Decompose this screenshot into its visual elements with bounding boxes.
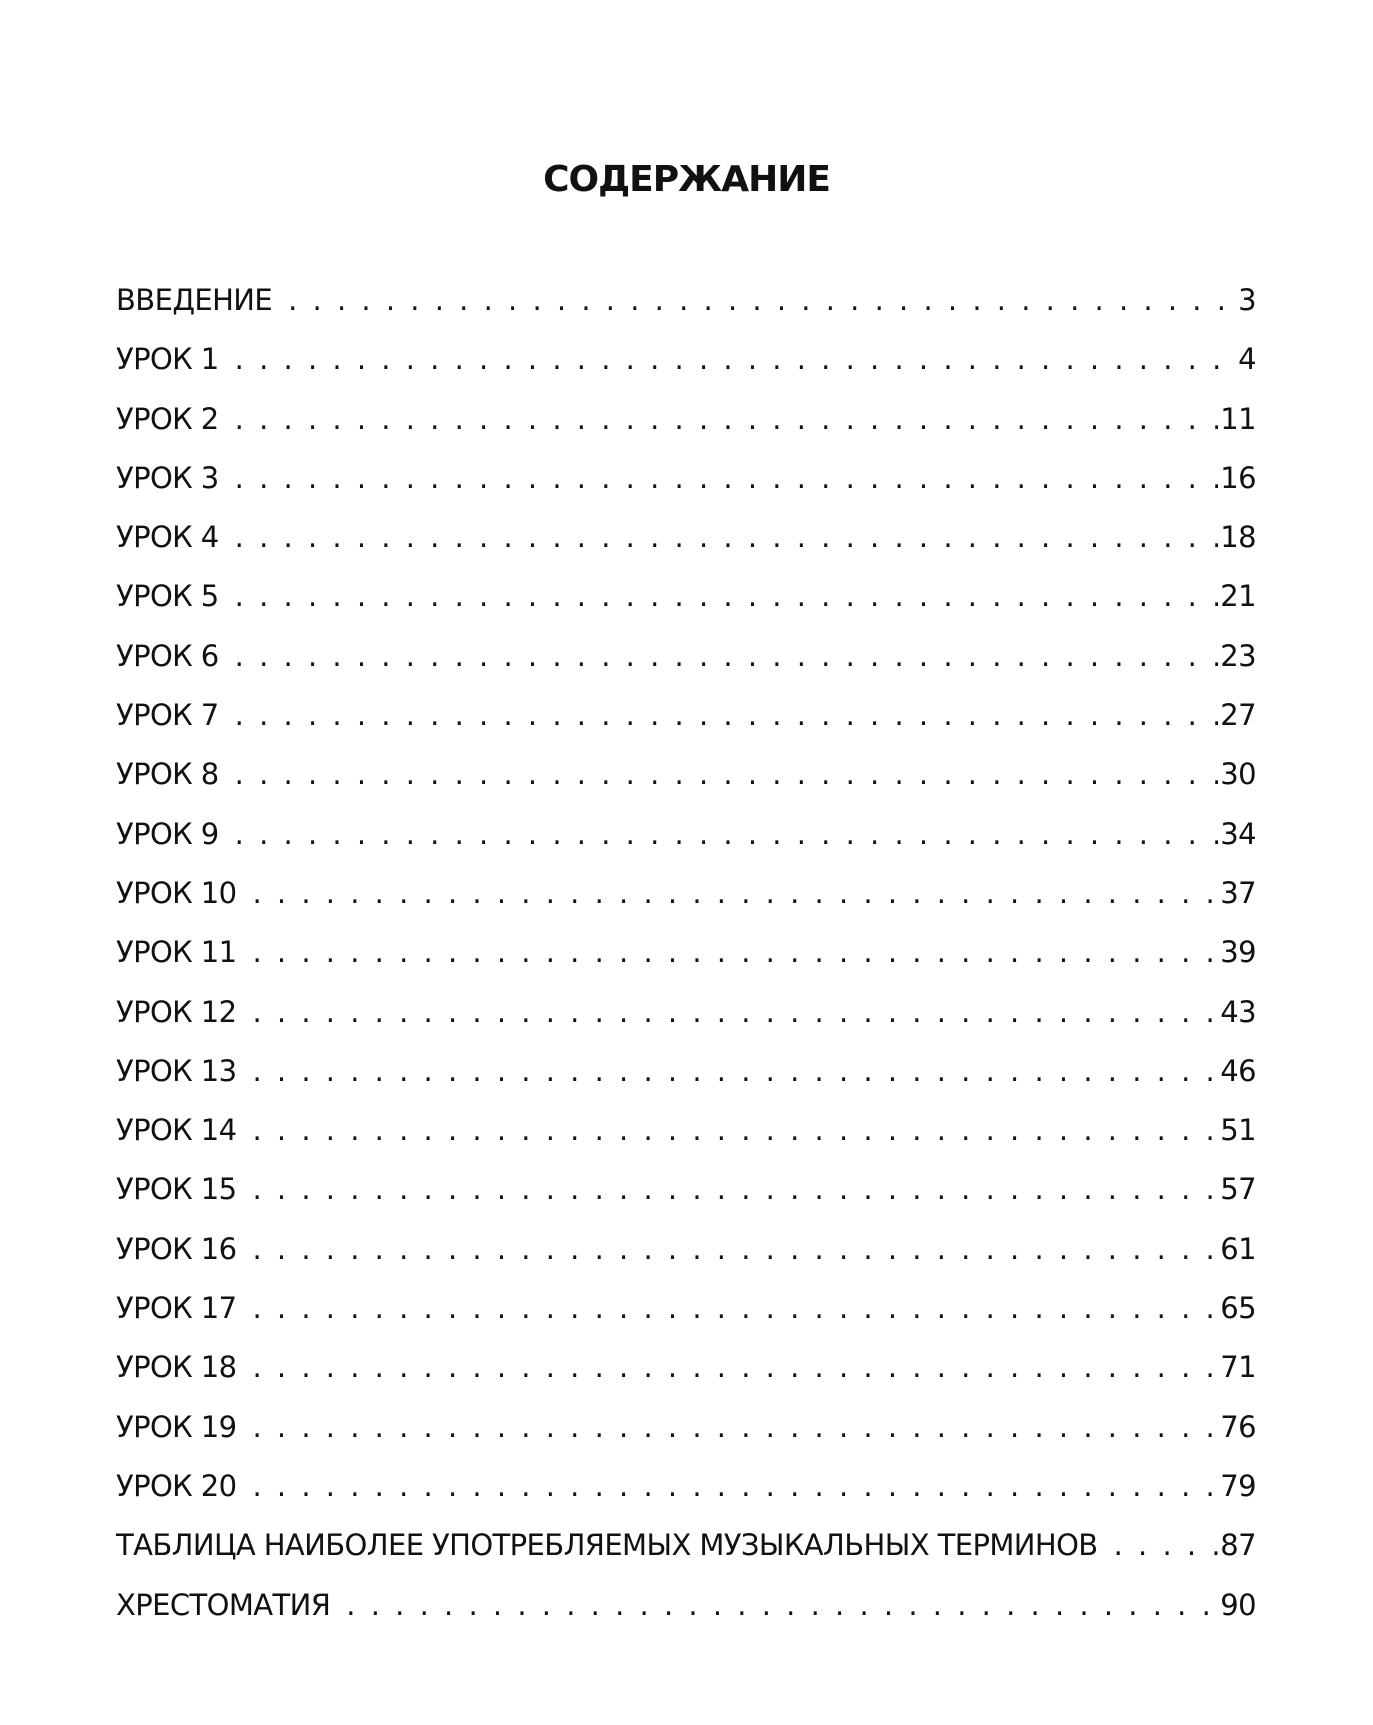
toc-entry-lesson-12[interactable] — [116, 992, 1256, 1051]
toc-entry-lesson-5[interactable] — [116, 576, 1256, 635]
toc-entry-page: 3 — [1238, 283, 1256, 317]
dot-leader — [253, 1288, 1219, 1328]
toc-entry-lesson-10[interactable] — [116, 873, 1256, 932]
toc-entry-lesson-6[interactable] — [116, 636, 1256, 695]
toc-entry-label: УРОК 11 — [116, 935, 237, 970]
toc-entry-label: ХРЕСТОМАТИЯ — [116, 1587, 331, 1622]
toc-entry-lesson-4[interactable] — [116, 517, 1256, 576]
toc-entry-label: УРОК 12 — [116, 994, 237, 1029]
dot-leader — [253, 873, 1219, 913]
dot-leader — [253, 1051, 1219, 1091]
toc-entry-label: УРОК 20 — [116, 1468, 237, 1503]
toc-entry-page: 61 — [1220, 1231, 1256, 1266]
toc-entry-label: УРОК 7 — [116, 698, 219, 733]
table-of-contents — [116, 280, 1256, 1644]
toc-entry-lesson-17[interactable] — [116, 1288, 1256, 1347]
toc-entry-label: УРОК 6 — [116, 638, 219, 673]
toc-entry-page: 21 — [1220, 579, 1256, 614]
toc-entry-lesson-20[interactable] — [116, 1466, 1256, 1525]
toc-entry-lesson-16[interactable] — [116, 1229, 1256, 1288]
toc-entry-page: 65 — [1220, 1291, 1256, 1326]
toc-entry-introduction[interactable] — [116, 280, 1256, 339]
toc-entry-page: 27 — [1220, 698, 1256, 733]
toc-entry-page: 90 — [1220, 1587, 1256, 1622]
toc-entry-lesson-7[interactable] — [116, 695, 1256, 754]
toc-entry-lesson-19[interactable] — [116, 1407, 1256, 1466]
toc-entry-label: УРОК 3 — [116, 460, 219, 495]
dot-leader — [253, 1169, 1219, 1209]
toc-entry-page: 87 — [1220, 1528, 1256, 1563]
toc-entry-page: 79 — [1220, 1468, 1256, 1503]
dot-leader — [235, 576, 1219, 616]
dot-leader — [235, 399, 1219, 439]
toc-entry-label: УРОК 1 — [116, 342, 219, 377]
toc-entry-lesson-3[interactable] — [116, 458, 1256, 517]
toc-entry-music-terms-table[interactable] — [116, 1525, 1256, 1584]
dot-leader — [235, 814, 1219, 854]
toc-entry-label: УРОК 17 — [116, 1291, 237, 1326]
toc-entry-label: УРОК 19 — [116, 1409, 237, 1444]
toc-entry-lesson-1[interactable] — [116, 339, 1256, 398]
dot-leader — [253, 932, 1219, 972]
toc-entry-label: УРОК 9 — [116, 816, 219, 851]
dot-leader — [1114, 1525, 1219, 1565]
toc-entry-lesson-2[interactable] — [116, 399, 1256, 458]
toc-entry-lesson-14[interactable] — [116, 1110, 1256, 1169]
toc-entry-lesson-18[interactable] — [116, 1347, 1256, 1406]
toc-entry-page: 51 — [1220, 1113, 1256, 1148]
toc-entry-label: УРОК 18 — [116, 1350, 237, 1385]
toc-entry-page: 34 — [1220, 816, 1256, 851]
dot-leader — [253, 1347, 1219, 1387]
page-title: СОДЕРЖАНИЕ — [543, 159, 830, 200]
toc-entry-page: 37 — [1220, 875, 1256, 910]
toc-entry-page: 16 — [1220, 460, 1256, 495]
dot-leader — [235, 458, 1219, 498]
toc-entry-page: 71 — [1220, 1350, 1256, 1385]
dot-leader — [253, 1110, 1219, 1150]
toc-entry-page: 11 — [1220, 401, 1256, 436]
dot-leader — [235, 517, 1219, 557]
dot-leader — [253, 1407, 1219, 1447]
toc-entry-label: УРОК 14 — [116, 1113, 237, 1148]
toc-entry-label: УРОК 10 — [116, 875, 237, 910]
toc-entry-page: 76 — [1220, 1409, 1256, 1444]
dot-leader — [253, 1229, 1219, 1269]
toc-entry-label: УРОК 5 — [116, 579, 219, 614]
toc-entry-page: 43 — [1220, 994, 1256, 1029]
toc-entry-page: 23 — [1220, 638, 1256, 673]
toc-entry-label: УРОК 2 — [116, 401, 219, 436]
toc-entry-page: 39 — [1220, 935, 1256, 970]
dot-leader — [346, 1585, 1218, 1625]
toc-entry-label: УРОК 15 — [116, 1172, 237, 1207]
dot-leader — [235, 754, 1219, 794]
toc-entry-label: УРОК 16 — [116, 1231, 237, 1266]
toc-entry-page: 18 — [1220, 520, 1256, 555]
toc-entry-label: УРОК 8 — [116, 757, 219, 792]
toc-entry-label: ТАБЛИЦА НАИБОЛЕЕ УПОТРЕБЛЯЕМЫХ МУЗЫКАЛЬНЫХ ТЕРМИНОВ — [116, 1528, 1098, 1563]
dot-leader — [288, 280, 1236, 320]
dot-leader — [235, 636, 1219, 676]
dot-leader — [235, 339, 1236, 379]
toc-entry-anthology[interactable] — [116, 1585, 1256, 1644]
dot-leader — [235, 695, 1219, 735]
toc-entry-page: 57 — [1220, 1172, 1256, 1207]
toc-entry-lesson-13[interactable] — [116, 1051, 1256, 1110]
toc-entry-lesson-8[interactable] — [116, 754, 1256, 813]
dot-leader — [253, 992, 1219, 1032]
toc-entry-page: 46 — [1220, 1053, 1256, 1088]
toc-entry-page: 4 — [1238, 342, 1256, 377]
toc-entry-label: УРОК 13 — [116, 1053, 237, 1088]
toc-entry-label: ВВЕДЕНИЕ — [116, 283, 273, 317]
toc-entry-lesson-9[interactable] — [116, 814, 1256, 873]
toc-entry-page: 30 — [1220, 757, 1256, 792]
toc-entry-lesson-15[interactable] — [116, 1169, 1256, 1228]
dot-leader — [253, 1466, 1219, 1506]
toc-entry-lesson-11[interactable] — [116, 932, 1256, 991]
toc-entry-label: УРОК 4 — [116, 520, 219, 555]
